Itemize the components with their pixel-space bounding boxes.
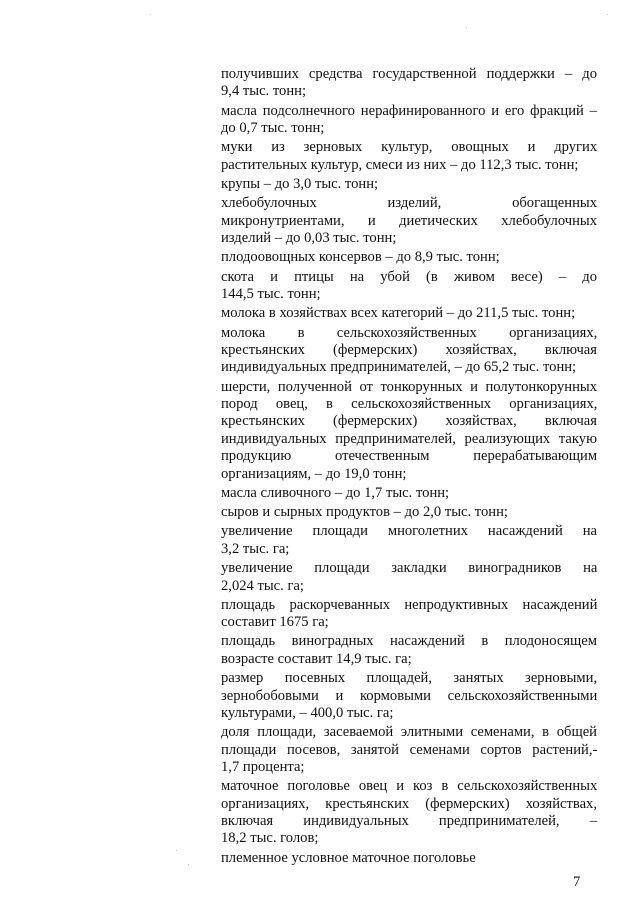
- text-line: возрасте составит 14,9 тыс. га;: [221, 650, 412, 667]
- text-line: до 0,7 тыс. тонн;: [221, 120, 325, 137]
- paragraph: [221, 139, 597, 174]
- text-line: зернобобовыми и кормовыми сельскохозяйственными: [221, 687, 598, 704]
- body-text: [221, 66, 597, 869]
- text-line: индивидуальных предпринимателей, – до 65,2 тыс. тонн;: [221, 359, 577, 376]
- text-line: скота и птицы на убой (в живом весе) – до: [221, 268, 597, 285]
- scan-speck: [188, 864, 189, 865]
- paragraph: [221, 176, 597, 193]
- paragraph: [221, 724, 597, 776]
- text-line: 9,4 тыс. тонн;: [221, 83, 307, 100]
- scan-speck: [176, 850, 177, 851]
- paragraph: [221, 325, 597, 377]
- text-line: получивших средства государственной поддержки – до: [221, 66, 597, 82]
- scan-speck: [466, 27, 467, 28]
- text-line: племенное условное маточное поголовье: [221, 849, 476, 866]
- text-line: доля площади, засеваемой элитными семенами, в общей: [221, 724, 597, 741]
- text-line: маточное поголовье овец и коз в сельскохозяйственных: [221, 778, 598, 795]
- text-line: молока в сельскохозяйственных организациях,: [221, 324, 598, 341]
- paragraph: [221, 305, 597, 322]
- text-line: 144,5 тыс. тонн;: [221, 286, 321, 303]
- paragraph: [221, 597, 597, 632]
- paragraph: [221, 778, 597, 848]
- paragraph: [221, 66, 597, 101]
- paragraph: [221, 850, 597, 867]
- text-line: 1,7 процента;: [221, 758, 305, 775]
- paragraph: [221, 249, 597, 266]
- text-line: продукцию отечественным перерабатывающим: [221, 448, 598, 465]
- paragraph: [221, 523, 597, 558]
- text-line: микронутриентами, и диетических хлебобулочных: [221, 212, 597, 229]
- text-line: крестьянских (фермерских) хозяйствах, включая: [221, 341, 597, 358]
- text-line: крупы – до 3,0 тыс. тонн;: [221, 176, 379, 193]
- paragraph: [221, 485, 597, 502]
- scan-speck: [150, 14, 151, 15]
- text-line: шерсти, полученной от тонкорунных и полутонкорунных: [221, 378, 597, 395]
- text-line: 2,024 тыс. га;: [221, 577, 304, 594]
- paragraph: [221, 560, 597, 595]
- text-line: сыров и сырных продуктов – до 2,0 тыс. тонн;: [221, 504, 508, 521]
- paragraph: [221, 633, 597, 668]
- text-line: увеличение площади закладки виноградников на: [221, 560, 598, 577]
- paragraph: [221, 269, 597, 304]
- text-line: растительных культур, смеси из них – до 112,3 тыс. тонн;: [221, 156, 579, 173]
- text-line: масла сливочного – до 1,7 тыс. тонн;: [221, 484, 450, 501]
- text-line: организациям, – до 19,0 тонн;: [221, 465, 407, 482]
- text-line: 3,2 тыс. га;: [221, 540, 290, 557]
- paragraph: [221, 379, 597, 483]
- text-line: пород овец, в сельскохозяйственных организациях,: [221, 396, 598, 413]
- paragraph: [221, 670, 597, 722]
- text-line: включая индивидуальных предпринимателей, –: [221, 813, 597, 830]
- text-line: хлебобулочных изделий, обогащенных: [221, 195, 597, 212]
- page-number: 7: [573, 874, 581, 890]
- text-line: муки из зерновых культур, овощных и других: [221, 139, 598, 156]
- text-line: плодоовощных консервов – до 8,9 тыс. тонн;: [221, 249, 500, 266]
- text-line: индивидуальных предпринимателей, реализующих такую: [221, 430, 597, 447]
- text-line: увеличение площади многолетних насаждений на: [221, 523, 597, 540]
- text-line: масла подсолнечного нерафинированного и его фракций –: [221, 102, 597, 119]
- paragraph: [221, 195, 597, 247]
- text-line: крестьянских (фермерских) хозяйствах, включая: [221, 413, 597, 430]
- text-line: молока в хозяйствах всех категорий – до 211,5 тыс. тонн;: [221, 305, 576, 322]
- paragraph: [221, 504, 597, 521]
- text-line: 18,2 тыс. голов;: [221, 830, 319, 847]
- text-line: площадь раскорчеванных непродуктивных насаждений: [221, 596, 598, 613]
- text-line: площадь виноградных насаждений в плодоносящем: [221, 633, 597, 650]
- text-line: культурами, – 400,0 тыс. га;: [221, 704, 394, 721]
- text-line: изделий – до 0,03 тыс. тонн;: [221, 230, 397, 247]
- text-line: размер посевных площадей, занятых зерновыми,: [221, 670, 598, 687]
- scan-speck: [607, 14, 608, 15]
- text-line: составит 1675 га;: [221, 614, 329, 631]
- paragraph: [221, 103, 597, 138]
- text-line: организациях, крестьянских (фермерских) хозяйствах,: [221, 795, 597, 812]
- text-line: площади посевов, занятой семенами сортов растений,-: [221, 741, 598, 758]
